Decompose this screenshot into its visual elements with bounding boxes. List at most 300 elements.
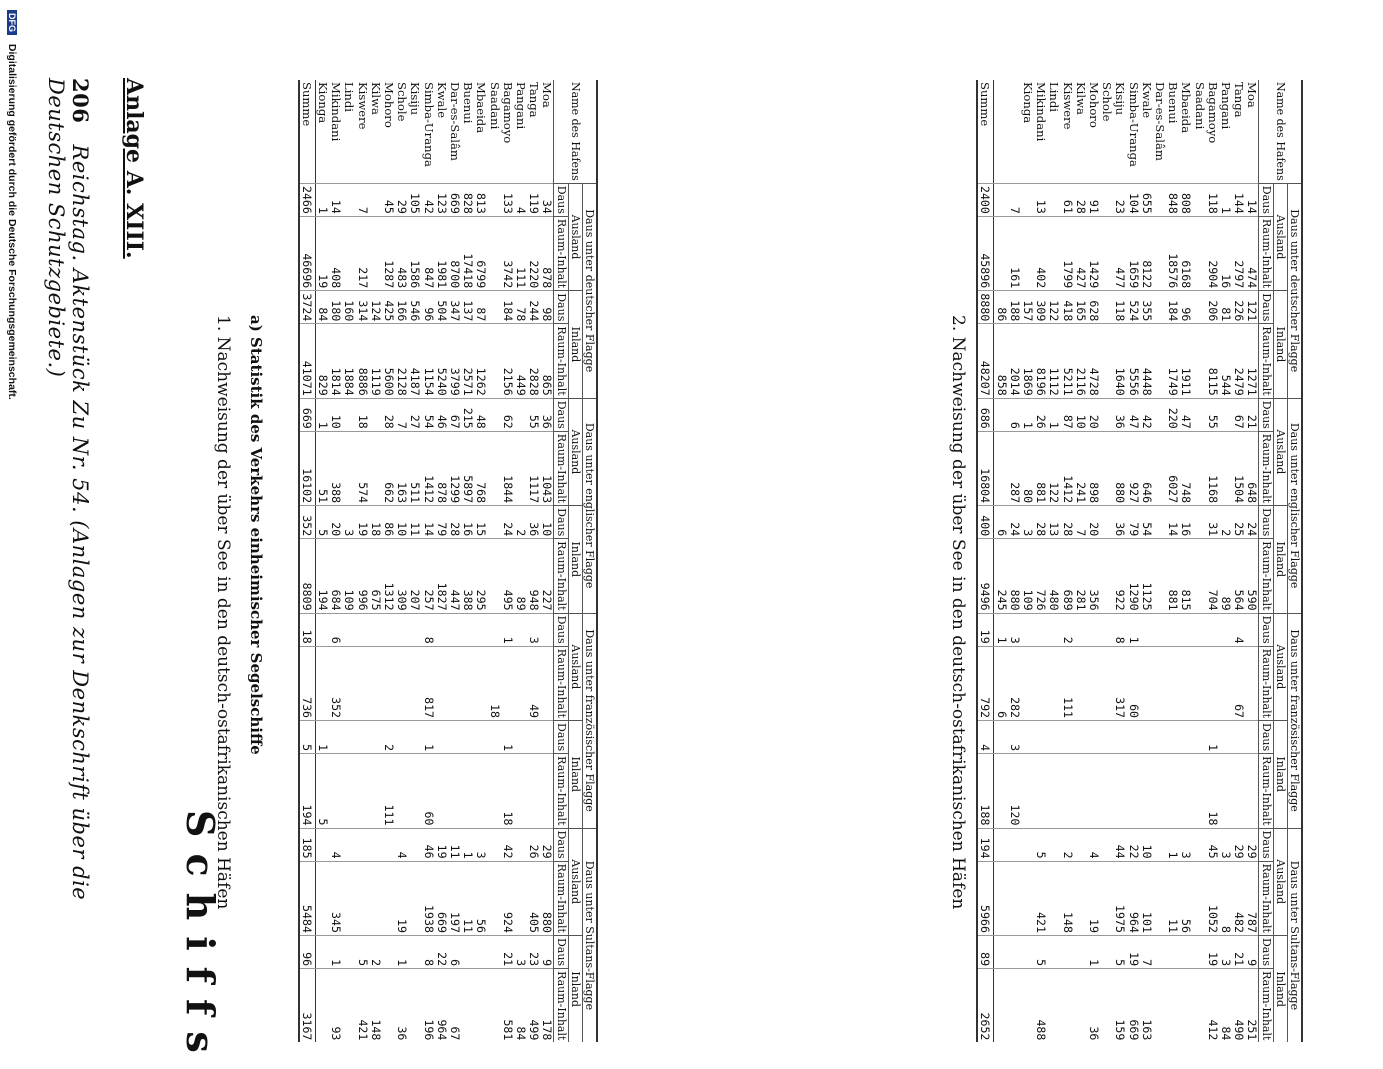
table-cell: 813 — [474, 183, 487, 216]
table-cell — [1140, 646, 1153, 720]
sum-cell: 2400 — [977, 183, 994, 216]
table-cell: 51 — [315, 431, 329, 505]
table-cell: 1271 — [1245, 324, 1259, 398]
dfg-logo: DFG — [7, 10, 17, 35]
table-cell — [487, 324, 500, 398]
table-cell: 504 — [435, 291, 448, 324]
table-cell: 46 — [435, 398, 448, 431]
table-cell: 1412 — [421, 431, 434, 505]
table-cell: 67 — [448, 398, 461, 431]
value-column-header: Raum-Inhalt — [1259, 754, 1273, 828]
table-cell: 14 — [329, 183, 342, 216]
table-cell — [342, 721, 355, 754]
table-cell — [382, 969, 395, 1043]
table-cell — [994, 398, 1008, 431]
table-cell — [342, 828, 355, 861]
port-name: Mohoro — [1086, 82, 1101, 128]
table-cell: 881 — [1034, 431, 1047, 505]
table-cell: 7 — [395, 398, 408, 431]
table-cell — [408, 935, 421, 968]
value-column-header: Daus — [554, 398, 568, 431]
table-cell — [1166, 646, 1179, 720]
table-cell — [1153, 324, 1166, 398]
table-cell — [1245, 613, 1259, 646]
table-cell: 9 — [540, 935, 554, 968]
table-cell — [1074, 828, 1087, 861]
table-cell: 24 — [1245, 506, 1259, 539]
table-cell — [1153, 969, 1166, 1043]
table-cell — [487, 216, 500, 290]
table-cell — [1179, 969, 1192, 1043]
sum-row — [299, 80, 316, 1042]
table-cell: 574 — [355, 431, 368, 505]
port-name: Mikindani — [329, 82, 344, 142]
port-name: Tanga — [527, 82, 542, 118]
table-cell: 188 — [1008, 291, 1021, 324]
table-cell: 194 — [315, 539, 329, 613]
value-column-header: Raum-Inhalt — [1259, 969, 1273, 1043]
table-cell: 148 — [1060, 861, 1073, 935]
table-cell: 6 — [994, 646, 1008, 720]
table-row — [1034, 80, 1047, 1042]
table-cell: 948 — [527, 539, 540, 613]
table-cell — [448, 646, 461, 720]
table-cell: 42 — [421, 183, 434, 216]
table-cell: 60 — [421, 754, 434, 828]
table-cell: 388 — [329, 431, 342, 505]
table-cell — [448, 613, 461, 646]
table-cell: 27 — [408, 398, 421, 431]
table-cell: 49 — [527, 646, 540, 720]
table-cell: 84 — [514, 969, 527, 1043]
table-cell: 21 — [501, 935, 514, 968]
table-cell — [1100, 935, 1113, 968]
table-cell: 45 — [1206, 828, 1219, 861]
table-cell: 7 — [1140, 935, 1153, 968]
table-cell: 655 — [1140, 183, 1153, 216]
value-column-header: Raum-Inhalt — [554, 431, 568, 505]
table-cell — [994, 969, 1008, 1043]
table-cell — [1153, 506, 1166, 539]
table-cell: 421 — [355, 969, 368, 1043]
table-cell: 251 — [1245, 969, 1259, 1043]
table-cell: 29 — [1232, 828, 1245, 861]
table-cell: 1 — [1206, 721, 1219, 754]
table-cell: 662 — [382, 431, 395, 505]
table-cell — [474, 935, 487, 968]
table-cell — [540, 646, 554, 720]
table-cell — [487, 754, 500, 828]
table-cell: 36 — [1113, 506, 1126, 539]
table-cell — [342, 183, 355, 216]
flag-group-header: Daus unter deutscher Flagge — [1287, 183, 1302, 398]
table-cell — [1192, 935, 1205, 968]
table-cell: 282 — [1008, 646, 1021, 720]
table-cell: 1290 — [1126, 539, 1139, 613]
table-cell: 7 — [355, 183, 368, 216]
table-cell: 42 — [1140, 398, 1153, 431]
table-row — [1192, 80, 1205, 1042]
table-cell — [461, 935, 474, 968]
table-cell: 281 — [1074, 539, 1087, 613]
table-cell: 14 — [421, 506, 434, 539]
table-cell — [355, 613, 368, 646]
footer-credit-text: Digitalisierung gefördert durch die Deutsche Forschungsgemeinschaft. — [6, 43, 18, 400]
table-cell: 1975 — [1113, 861, 1126, 935]
table-cell: 1869 — [1021, 324, 1034, 398]
table-cell: 166 — [395, 291, 408, 324]
sub-group-header: Inland — [568, 935, 582, 1042]
table-cell: 14 — [1245, 183, 1259, 216]
table-cell — [1021, 183, 1034, 216]
table-cell — [1074, 721, 1087, 754]
table-cell: 2 — [382, 721, 395, 754]
table-cell: 8196 — [1034, 324, 1047, 398]
table-cell: 878 — [435, 431, 448, 505]
table-cell: 309 — [1034, 291, 1047, 324]
port-name: Kionga — [1020, 82, 1035, 124]
table-cell — [1047, 613, 1060, 646]
value-column-header: Daus — [1259, 828, 1273, 861]
value-column-header: Daus — [1259, 398, 1273, 431]
table-cell — [1153, 183, 1166, 216]
table-cell — [474, 646, 487, 720]
sum-cell: 669 — [299, 398, 316, 431]
table-cell — [1021, 969, 1034, 1043]
table-cell: 96 — [421, 291, 434, 324]
table-cell: 10 — [1140, 828, 1153, 861]
table-cell — [1166, 721, 1179, 754]
table-cell: 86 — [994, 291, 1008, 324]
table-cell: 67 — [1232, 646, 1245, 720]
port-name — [994, 80, 1008, 183]
table-cell — [1100, 183, 1113, 216]
value-column-header: Daus — [1259, 721, 1273, 754]
table-cell: 137 — [461, 291, 474, 324]
table-cell: 56 — [474, 861, 487, 935]
table-cell: 105 — [408, 183, 421, 216]
table-cell: 25 — [1232, 506, 1245, 539]
table-cell — [1008, 861, 1021, 935]
table-cell — [1192, 431, 1205, 505]
sum-cell: 16804 — [977, 431, 994, 505]
table-cell: 669 — [448, 183, 461, 216]
table-cell — [487, 183, 500, 216]
sub-group-header: Inland — [1273, 506, 1287, 613]
value-column-header: Daus — [554, 183, 568, 216]
table-cell: 124 — [369, 291, 382, 324]
table-row — [1113, 80, 1126, 1042]
table-cell: 1 — [421, 721, 434, 754]
table-cell — [1192, 969, 1205, 1043]
table-cell: 9 — [1245, 935, 1259, 968]
table-cell: 388 — [461, 539, 474, 613]
table-cell — [1021, 935, 1034, 968]
table-cell: 28 — [1034, 506, 1047, 539]
table-cell — [315, 935, 329, 968]
table-cell: 133 — [501, 183, 514, 216]
table-cell: 18576 — [1166, 216, 1179, 290]
table-cell: 20 — [329, 506, 342, 539]
table-cell: 898 — [1087, 431, 1100, 505]
table-cell: 86 — [382, 506, 395, 539]
table-cell — [1074, 646, 1087, 720]
table-cell: 14 — [1166, 506, 1179, 539]
table-cell: 427 — [1074, 216, 1087, 290]
table-cell: 22 — [435, 935, 448, 968]
table-cell: 2828 — [527, 324, 540, 398]
table-cell: 54 — [1140, 506, 1153, 539]
table-cell: 878 — [540, 216, 554, 290]
flag-group-header: Daus unter Sultans-Flagge — [1287, 828, 1302, 1042]
table-cell: 2904 — [1206, 216, 1219, 290]
table-row — [1153, 80, 1166, 1042]
table-cell: 648 — [1245, 431, 1259, 505]
table-cell — [382, 646, 395, 720]
table-cell — [342, 754, 355, 828]
value-column-header: Daus — [554, 721, 568, 754]
table-cell — [355, 754, 368, 828]
table-row — [395, 80, 408, 1042]
section1-subheading: a) Statistik des Verkehrs einheimischer Segelschiffe — [247, 315, 265, 755]
table-cell — [448, 754, 461, 828]
table-cell — [487, 506, 500, 539]
value-column-header: Raum-Inhalt — [554, 861, 568, 935]
table-cell: 4 — [395, 828, 408, 861]
table-cell: 78 — [514, 291, 527, 324]
table-cell: 159 — [1113, 969, 1126, 1043]
table-cell — [382, 935, 395, 968]
table-cell: 317 — [1113, 646, 1126, 720]
table-cell: 2128 — [395, 324, 408, 398]
table-cell: 36 — [527, 506, 540, 539]
table-cell: 119 — [527, 183, 540, 216]
table-cell: 206 — [1206, 291, 1219, 324]
table-cell: 1799 — [1060, 216, 1073, 290]
table-cell — [994, 183, 1008, 216]
sub-group-header: Ausland — [1273, 398, 1287, 505]
table-cell — [474, 613, 487, 646]
table-row — [1087, 80, 1100, 1042]
table-cell — [1047, 183, 1060, 216]
table-cell — [487, 721, 500, 754]
table-cell: 123 — [435, 183, 448, 216]
port-name: Lindi — [1047, 82, 1062, 113]
table-cell — [1153, 754, 1166, 828]
table-cell: 42 — [501, 828, 514, 861]
table-cell: 21 — [1232, 935, 1245, 968]
table-cell — [1153, 613, 1166, 646]
table-cell: 93 — [329, 969, 342, 1043]
sub-group-header: Inland — [568, 506, 582, 613]
appendix-label: Anlage A. XIII. — [121, 78, 147, 259]
sum-cell: 2652 — [977, 969, 994, 1043]
table-cell: 848 — [1166, 183, 1179, 216]
table-cell: 44 — [1113, 828, 1126, 861]
sum-cell: 188 — [977, 754, 994, 828]
sum-label: Summe — [299, 80, 316, 183]
table-cell: 482 — [1232, 861, 1245, 935]
table-cell: 1412 — [1060, 431, 1073, 505]
table-cell — [994, 754, 1008, 828]
port-name: Kwale — [434, 82, 449, 119]
table-cell: 16 — [1179, 506, 1192, 539]
table-row — [342, 80, 355, 1042]
table-cell — [1126, 721, 1139, 754]
table-cell: 5 — [1034, 935, 1047, 968]
table-cell — [1047, 828, 1060, 861]
table-cell: 1154 — [421, 324, 434, 398]
table-cell — [1100, 646, 1113, 720]
table-cell — [342, 969, 355, 1043]
table-cell — [355, 861, 368, 935]
table-cell — [408, 754, 421, 828]
sub-group-header: Ausland — [1273, 828, 1287, 935]
table-cell — [1140, 721, 1153, 754]
table-cell: 3 — [1219, 828, 1232, 861]
port-name: Kilwa — [1073, 82, 1088, 115]
table-cell: 1 — [315, 721, 329, 754]
table-cell: 19 — [435, 828, 448, 861]
table-cell — [1100, 506, 1113, 539]
table-cell: 226 — [1232, 291, 1245, 324]
port-name: Kisiju — [1113, 82, 1128, 116]
table-cell — [315, 646, 329, 720]
table-cell: 16 — [1219, 216, 1232, 290]
table-cell — [1219, 431, 1232, 505]
table-cell — [435, 646, 448, 720]
table-cell: 157 — [1021, 291, 1034, 324]
table-cell: 15 — [474, 506, 487, 539]
table-cell — [1047, 216, 1060, 290]
table-cell: 20 — [1087, 506, 1100, 539]
table-cell: 1844 — [501, 431, 514, 505]
value-column-header: Raum-Inhalt — [1259, 216, 1273, 290]
table-cell — [382, 613, 395, 646]
table-cell — [1140, 754, 1153, 828]
table-cell — [1021, 646, 1034, 720]
table-cell: 355 — [1140, 291, 1153, 324]
table-cell: 227 — [540, 539, 554, 613]
table-cell — [461, 646, 474, 720]
table-cell: 34 — [540, 183, 554, 216]
table-cell — [342, 431, 355, 505]
table-row — [1232, 80, 1245, 1042]
table-cell — [1060, 721, 1073, 754]
table-cell: 13 — [1047, 506, 1060, 539]
table-cell: 1659 — [1126, 216, 1139, 290]
table-cell — [514, 613, 527, 646]
table-cell — [501, 646, 514, 720]
table-cell — [1047, 861, 1060, 935]
table-cell — [1021, 216, 1034, 290]
table-row — [408, 80, 421, 1042]
table-cell — [1153, 539, 1166, 613]
port-name: Schole — [1100, 82, 1115, 122]
sum-cell: 352 — [299, 506, 316, 539]
table-cell: 19 — [1087, 861, 1100, 935]
table-cell — [1034, 646, 1047, 720]
table-cell — [474, 969, 487, 1043]
table-cell: 26 — [527, 828, 540, 861]
table-cell: 1 — [315, 183, 329, 216]
section1-heading: 1. Nachweisung der über See in den deutsch-ostafrikanischen Häfen — [213, 315, 233, 910]
table-cell: 19 — [355, 506, 368, 539]
table-cell — [487, 935, 500, 968]
table-cell: 768 — [474, 431, 487, 505]
table-cell: 787 — [1245, 861, 1259, 935]
table-cell — [487, 613, 500, 646]
table-cell — [1100, 969, 1113, 1043]
table-row — [1179, 80, 1192, 1042]
port-name: Dar-es-Salâm — [447, 82, 462, 161]
sum-cell: 8880 — [977, 291, 994, 324]
flag-group-header: Daus unter französischer Flagge — [582, 613, 597, 828]
table-cell: 1827 — [435, 539, 448, 613]
table-cell: 122 — [1047, 291, 1060, 324]
table-cell: 1 — [1021, 398, 1034, 431]
table-cell: 1312 — [382, 539, 395, 613]
table-cell: 964 — [1126, 861, 1139, 935]
table-cell — [1219, 754, 1232, 828]
port-name: Kiswere — [1060, 82, 1075, 130]
table-cell: 18 — [355, 398, 368, 431]
table-cell: 19 — [315, 216, 329, 290]
table-cell — [342, 935, 355, 968]
table-cell — [527, 721, 540, 754]
sub-group-header: Ausland — [568, 398, 582, 505]
table-cell — [1034, 721, 1047, 754]
sum-cell: 5966 — [977, 861, 994, 935]
table-cell: 55 — [1206, 398, 1219, 431]
sum-cell: 792 — [977, 646, 994, 720]
table-cell: 4 — [329, 828, 342, 861]
table-cell: 1 — [1047, 398, 1060, 431]
table-cell — [487, 969, 500, 1043]
table-cell: 314 — [355, 291, 368, 324]
table-cell: 20 — [1087, 398, 1100, 431]
table-cell: 180 — [329, 291, 342, 324]
table-cell — [1008, 828, 1021, 861]
table-row — [527, 80, 540, 1042]
table-cell: 356 — [1087, 539, 1100, 613]
table-cell — [487, 861, 500, 935]
table-cell — [1113, 721, 1126, 754]
table-cell — [369, 183, 382, 216]
table-cell — [408, 969, 421, 1043]
table-cell — [435, 721, 448, 754]
table-cell: 8 — [421, 935, 434, 968]
table-cell — [369, 828, 382, 861]
table-cell — [342, 216, 355, 290]
table-cell — [355, 721, 368, 754]
table-cell — [1047, 721, 1060, 754]
port-name: Moa — [1245, 82, 1260, 108]
table-cell: 1814 — [329, 324, 342, 398]
table-cell: 924 — [501, 861, 514, 935]
value-column-header: Raum-Inhalt — [1259, 539, 1273, 613]
table-cell: 3 — [527, 613, 540, 646]
table-cell: 16 — [461, 506, 474, 539]
table-cell: 8 — [1219, 861, 1232, 935]
table-cell: 3742 — [501, 216, 514, 290]
table-cell — [1113, 754, 1126, 828]
table-cell: 184 — [501, 291, 514, 324]
table-cell: 6 — [329, 613, 342, 646]
port-name: Buenui — [461, 82, 476, 124]
table-cell: 4 — [1232, 613, 1245, 646]
sum-cell: 4 — [977, 721, 994, 754]
